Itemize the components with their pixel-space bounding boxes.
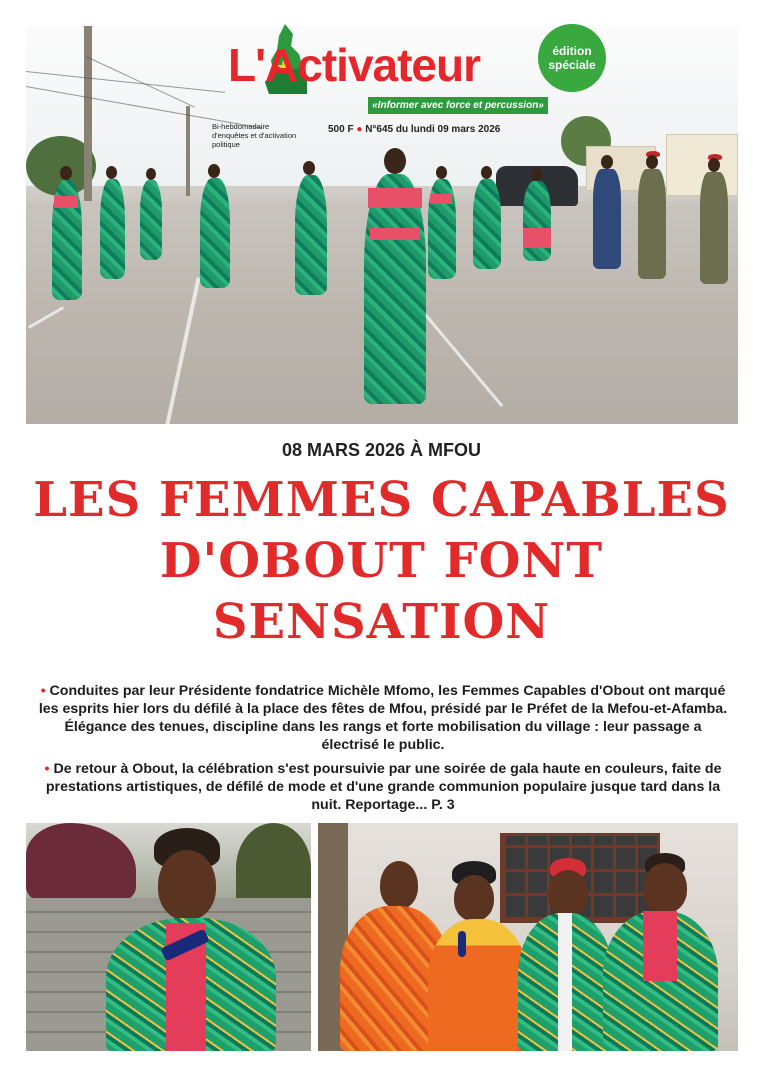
woman-red-headwrap	[518, 858, 613, 1051]
photo-president-speaking	[26, 823, 311, 1051]
summary-bullets	[38, 682, 728, 820]
separator-dot: ●	[356, 124, 363, 135]
publication-description: Bi-hebdomadaire d'enquêtes et d'activation politique	[212, 122, 297, 149]
badge-line-1: édition	[552, 44, 592, 58]
masthead	[212, 20, 600, 150]
bullet-text: De retour à Obout, la célébration s'est poursuivie par une soirée de gala haute en couleurs, faite de prestations artistiques, de défilé de mode et d'une grande communion populaire jusque tard dans la nuit. Reportage... P. 3	[45, 761, 722, 813]
headline-line-1: LES FEMMES CAPABLES	[33, 472, 730, 528]
bullet-marker: •	[44, 761, 50, 777]
special-edition-badge	[538, 24, 606, 92]
bullet-text: Conduites par leur Présidente fondatrice Michèle Mfomo, les Femmes Capables d'Obout ont marqué les esprits hier lors du défilé à la place des fêtes de Mfou, présidé par le Préfet de la Mefou-et-Afamba. Élégance des tenues, discipline dans les rangs et forte mobilisation du village : leur passage a électrisé le public.	[38, 683, 728, 753]
summary-bullet	[38, 760, 728, 814]
woman-green-pink-dress	[603, 853, 718, 1051]
price: 500 F	[328, 124, 354, 135]
logo-wordmark: L'Activateur	[228, 39, 481, 91]
headline-line-2: D'OBOUT FONT	[159, 533, 604, 589]
utility-pole	[186, 106, 190, 196]
issue-info	[328, 124, 500, 135]
photo-group-women	[318, 823, 738, 1051]
issue-number-date: N°645 du lundi 09 mars 2026	[365, 124, 501, 135]
headline-line-3: SENSATION	[212, 594, 551, 650]
utility-pole	[84, 26, 92, 201]
woman-orange-yellow-dress	[428, 861, 528, 1051]
kicker: 08 MARS 2026 À MFOU	[281, 440, 482, 460]
speaker	[106, 828, 306, 1051]
badge-line-2: spéciale	[548, 58, 596, 72]
tagline: «Informer avec force et percussion»	[368, 97, 548, 114]
summary-bullet	[38, 682, 728, 754]
bullet-marker: •	[40, 683, 46, 699]
